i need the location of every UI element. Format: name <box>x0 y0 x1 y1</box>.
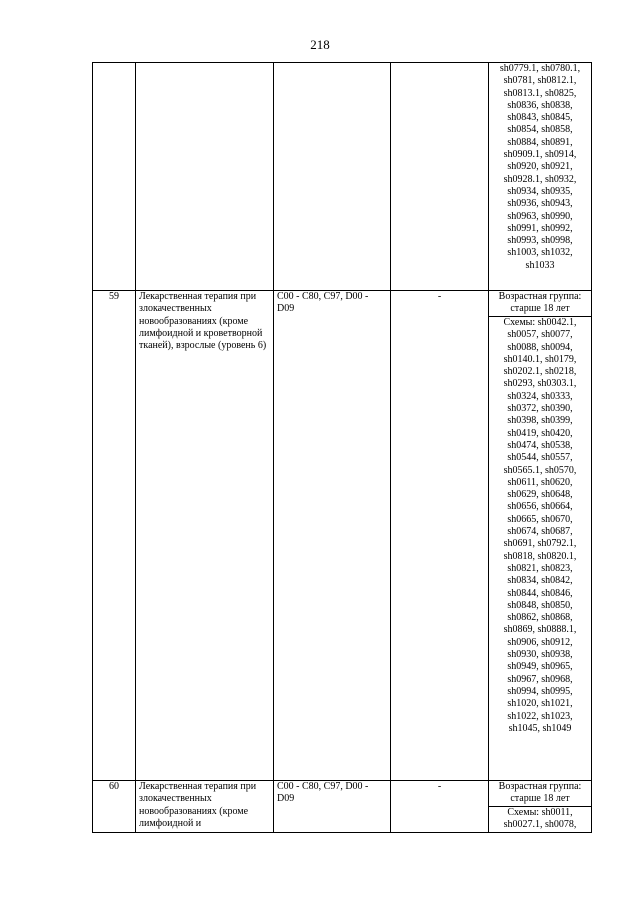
table-row-59 <box>93 291 592 317</box>
row-name: Лекарственная терапия при злокачественных новообразованиях (кроме лимфоидной и кроветворной тканей), взрослые (уровень 6) <box>136 291 274 781</box>
row-extra <box>391 63 489 291</box>
row-number: 60 <box>93 781 136 833</box>
row-codes: C00 - C80, C97, D00 - D09 <box>274 781 391 833</box>
row-schemes: Схемы: sh0042.1, sh0057, sh0077, sh0088, sh0094, sh0140.1, sh0179, sh0202.1, sh0218, sh0293, sh0303.1, sh0324, sh0333, sh0372, sh0390, sh0398, sh0399, sh0419, sh0420, sh0474, sh0538, sh0544, sh0557, sh0565.1, sh0570, sh0611, sh0620, sh0629, sh0648, sh0656, sh0664, sh0665, sh0670, sh0674, sh0687, sh0691, sh0792.1, sh0818, sh0820.1, sh0821, sh0823, sh0834, sh0842, sh0844, sh0846, sh0848, sh0850, sh0862, sh0868, sh0869, sh0888.1, sh0906, sh0912, sh0930, sh0938, sh0949, sh0965, sh0967, sh0968, sh0994, sh0995, sh1020, sh1021, sh1022, sh1023, sh1045, sh1049 <box>489 317 592 781</box>
table-row-continued <box>93 63 592 291</box>
row-schemes: sh0779.1, sh0780.1, sh0781, sh0812.1, sh0813.1, sh0825, sh0836, sh0838, sh0843, sh0845, sh0854, sh0858, sh0884, sh0891, sh0909.1, sh0914, sh0920, sh0921, sh0928.1, sh0932, sh0934, sh0935, sh0936, sh0943, sh0963, sh0990, sh0991, sh0992, sh0993, sh0998, sh1003, sh1032, sh1033 <box>489 63 592 291</box>
row-age-group: Возрастная группа: старше 18 лет <box>489 291 592 317</box>
tariff-table <box>92 62 592 833</box>
page-number: 218 <box>310 37 330 52</box>
row-number: 59 <box>93 291 136 781</box>
row-name: Лекарственная терапия при злокачественных новообразованиях (кроме лимфоидной и <box>136 781 274 833</box>
table-row-60 <box>93 781 592 807</box>
row-codes <box>274 63 391 291</box>
row-schemes: Схемы: sh0011, sh0027.1, sh0078, <box>489 807 592 833</box>
row-name <box>136 63 274 291</box>
row-age-group: Возрастная группа: старше 18 лет <box>489 781 592 807</box>
row-extra: - <box>391 291 489 781</box>
row-extra: - <box>391 781 489 833</box>
row-codes: C00 - C80, C97, D00 - D09 <box>274 291 391 781</box>
row-number <box>93 63 136 291</box>
